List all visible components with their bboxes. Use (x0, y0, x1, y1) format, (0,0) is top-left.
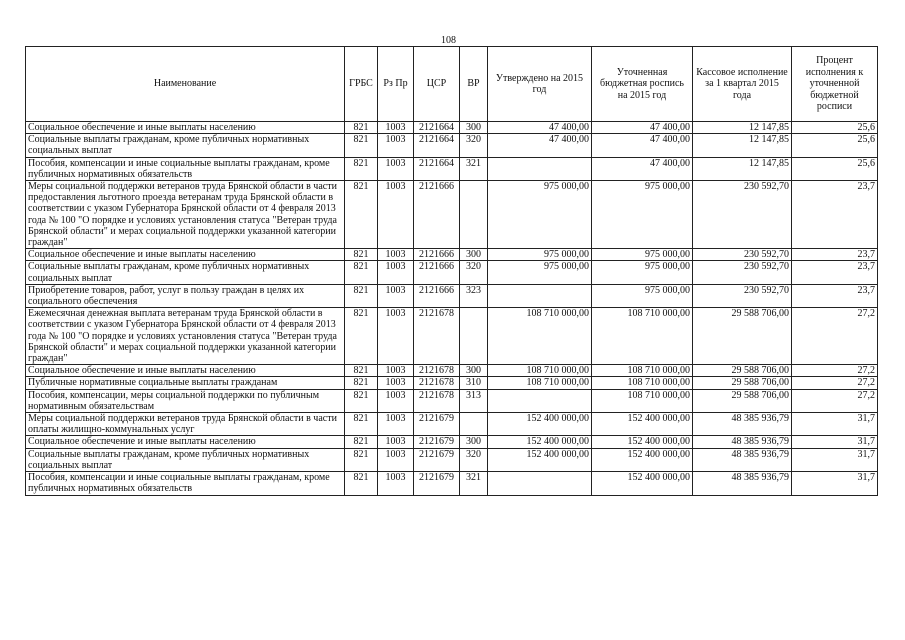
cell-grbs: 821 (345, 134, 378, 157)
cell-percent: 27,2 (792, 365, 878, 377)
cell-vr: 320 (460, 134, 488, 157)
cell-cash: 230 592,70 (693, 249, 792, 261)
page-number: 108 (441, 35, 456, 46)
cell-name: Социальное обеспечение и иные выплаты населению (26, 122, 345, 134)
cell-percent: 23,7 (792, 261, 878, 284)
cell-grbs: 821 (345, 308, 378, 365)
cell-rzpr: 1003 (378, 472, 414, 495)
table-row (26, 261, 878, 284)
cell-approved (488, 284, 592, 307)
cell-refined: 975 000,00 (592, 181, 693, 249)
cell-percent: 23,7 (792, 181, 878, 249)
cell-vr: 320 (460, 448, 488, 471)
cell-cash: 230 592,70 (693, 181, 792, 249)
cell-grbs: 821 (345, 472, 378, 495)
table-body (26, 122, 878, 496)
cell-csr: 2121664 (414, 134, 460, 157)
cell-name: Ежемесячная денежная выплата ветеранам труда Брянской области в соответствии с указом Губернатора Брянской области от 4 февраля 2013 года № 100 "О порядке и условиях установления статуса "Ветеран труда Брянской области" и мерах социальной поддержки указанной категории граждан" (26, 308, 345, 365)
cell-vr: 321 (460, 472, 488, 495)
cell-percent: 31,7 (792, 413, 878, 436)
cell-cash: 29 588 706,00 (693, 308, 792, 365)
cell-approved: 108 710 000,00 (488, 308, 592, 365)
cell-name: Меры социальной поддержки ветеранов труда Брянской области в части оплаты жилищно-коммунальных услуг (26, 413, 345, 436)
cell-approved (488, 472, 592, 495)
cell-grbs: 821 (345, 122, 378, 134)
cell-approved: 975 000,00 (488, 181, 592, 249)
cell-vr (460, 181, 488, 249)
cell-refined: 975 000,00 (592, 249, 693, 261)
cell-name: Социальное обеспечение и иные выплаты населению (26, 249, 345, 261)
cell-rzpr: 1003 (378, 122, 414, 134)
cell-grbs: 821 (345, 377, 378, 389)
header-vr: ВР (460, 47, 488, 122)
cell-grbs: 821 (345, 413, 378, 436)
cell-approved: 47 400,00 (488, 134, 592, 157)
cell-percent: 25,6 (792, 122, 878, 134)
cell-approved: 108 710 000,00 (488, 365, 592, 377)
cell-grbs: 821 (345, 389, 378, 412)
table-row (26, 157, 878, 180)
table-row (26, 308, 878, 365)
table-row (26, 377, 878, 389)
cell-csr: 2121678 (414, 389, 460, 412)
cell-refined: 47 400,00 (592, 122, 693, 134)
cell-refined: 975 000,00 (592, 284, 693, 307)
cell-refined: 975 000,00 (592, 261, 693, 284)
header-name: Наименование (26, 47, 345, 122)
cell-name: Социальные выплаты гражданам, кроме публичных нормативных социальных выплат (26, 448, 345, 471)
cell-csr: 2121666 (414, 181, 460, 249)
cell-refined: 47 400,00 (592, 134, 693, 157)
cell-percent: 31,7 (792, 436, 878, 448)
cell-name: Меры социальной поддержки ветеранов труда Брянской области в части предоставления льготного проезда ветеранам труда Брянской области в соответствии с указом Губернатора Брянской области от 4 февраля 2013 года № 100 "О порядке и условиях установления статуса "Ветеран труда Брянской области" и мерах социальной поддержки указанной категории граждан" (26, 181, 345, 249)
cell-vr (460, 413, 488, 436)
cell-cash: 12 147,85 (693, 134, 792, 157)
cell-approved: 975 000,00 (488, 261, 592, 284)
cell-rzpr: 1003 (378, 284, 414, 307)
cell-name: Пособия, компенсации и иные социальные выплаты гражданам, кроме публичных нормативных обязательств (26, 472, 345, 495)
cell-cash: 29 588 706,00 (693, 365, 792, 377)
cell-approved: 47 400,00 (488, 122, 592, 134)
cell-grbs: 821 (345, 448, 378, 471)
table-row (26, 389, 878, 412)
cell-refined: 108 710 000,00 (592, 308, 693, 365)
cell-cash: 48 385 936,79 (693, 448, 792, 471)
header-refined: Уточненная бюджетная роспись на 2015 год (592, 47, 693, 122)
header-grbs: ГРБС (345, 47, 378, 122)
table-header-row (26, 47, 878, 122)
cell-cash: 230 592,70 (693, 261, 792, 284)
cell-cash: 48 385 936,79 (693, 472, 792, 495)
cell-grbs: 821 (345, 365, 378, 377)
table-row (26, 365, 878, 377)
cell-rzpr: 1003 (378, 436, 414, 448)
cell-vr: 310 (460, 377, 488, 389)
cell-csr: 2121678 (414, 308, 460, 365)
cell-csr: 2121664 (414, 157, 460, 180)
table-row (26, 436, 878, 448)
cell-grbs: 821 (345, 181, 378, 249)
cell-vr: 313 (460, 389, 488, 412)
cell-cash: 12 147,85 (693, 157, 792, 180)
cell-percent: 25,6 (792, 134, 878, 157)
header-cash: Кассовое исполнение за 1 квартал 2015 года (693, 47, 792, 122)
cell-rzpr: 1003 (378, 389, 414, 412)
cell-percent: 27,2 (792, 377, 878, 389)
cell-grbs: 821 (345, 157, 378, 180)
cell-percent: 25,6 (792, 157, 878, 180)
cell-approved: 108 710 000,00 (488, 377, 592, 389)
cell-grbs: 821 (345, 284, 378, 307)
table-row (26, 413, 878, 436)
cell-name: Приобретение товаров, работ, услуг в пользу граждан в целях их социального обеспечения (26, 284, 345, 307)
cell-csr: 2121678 (414, 365, 460, 377)
cell-rzpr: 1003 (378, 413, 414, 436)
cell-percent: 27,2 (792, 308, 878, 365)
header-csr: ЦСР (414, 47, 460, 122)
cell-grbs: 821 (345, 436, 378, 448)
cell-csr: 2121679 (414, 472, 460, 495)
cell-rzpr: 1003 (378, 261, 414, 284)
cell-vr: 320 (460, 261, 488, 284)
table-row (26, 181, 878, 249)
cell-cash: 29 588 706,00 (693, 377, 792, 389)
cell-vr: 300 (460, 122, 488, 134)
cell-refined: 152 400 000,00 (592, 472, 693, 495)
header-approved: Утверждено на 2015 год (488, 47, 592, 122)
cell-csr: 2121666 (414, 261, 460, 284)
cell-name: Пособия, компенсации, меры социальной поддержки по публичным нормативным обязательствам (26, 389, 345, 412)
cell-csr: 2121664 (414, 122, 460, 134)
cell-refined: 47 400,00 (592, 157, 693, 180)
cell-grbs: 821 (345, 261, 378, 284)
cell-vr: 300 (460, 365, 488, 377)
cell-rzpr: 1003 (378, 448, 414, 471)
budget-table (25, 46, 878, 496)
cell-csr: 2121666 (414, 249, 460, 261)
cell-vr: 300 (460, 436, 488, 448)
cell-rzpr: 1003 (378, 157, 414, 180)
cell-approved: 975 000,00 (488, 249, 592, 261)
cell-rzpr: 1003 (378, 249, 414, 261)
cell-refined: 152 400 000,00 (592, 413, 693, 436)
cell-refined: 108 710 000,00 (592, 377, 693, 389)
cell-csr: 2121679 (414, 448, 460, 471)
cell-cash: 48 385 936,79 (693, 413, 792, 436)
cell-name: Социальное обеспечение и иные выплаты населению (26, 436, 345, 448)
cell-csr: 2121679 (414, 436, 460, 448)
cell-csr: 2121666 (414, 284, 460, 307)
cell-cash: 12 147,85 (693, 122, 792, 134)
cell-rzpr: 1003 (378, 308, 414, 365)
cell-name: Публичные нормативные социальные выплаты гражданам (26, 377, 345, 389)
table-row (26, 284, 878, 307)
cell-percent: 23,7 (792, 249, 878, 261)
cell-name: Социальные выплаты гражданам, кроме публичных нормативных социальных выплат (26, 134, 345, 157)
cell-percent: 27,2 (792, 389, 878, 412)
cell-vr (460, 308, 488, 365)
cell-approved (488, 389, 592, 412)
cell-percent: 23,7 (792, 284, 878, 307)
cell-refined: 152 400 000,00 (592, 448, 693, 471)
cell-csr: 2121679 (414, 413, 460, 436)
cell-rzpr: 1003 (378, 134, 414, 157)
table-row (26, 448, 878, 471)
cell-cash: 230 592,70 (693, 284, 792, 307)
cell-vr: 321 (460, 157, 488, 180)
cell-csr: 2121678 (414, 377, 460, 389)
cell-percent: 31,7 (792, 472, 878, 495)
header-percent: Процент исполнения к уточненной бюджетной росписи (792, 47, 878, 122)
cell-approved: 152 400 000,00 (488, 413, 592, 436)
cell-rzpr: 1003 (378, 365, 414, 377)
cell-refined: 108 710 000,00 (592, 389, 693, 412)
cell-grbs: 821 (345, 249, 378, 261)
table-row (26, 249, 878, 261)
cell-vr: 323 (460, 284, 488, 307)
cell-approved: 152 400 000,00 (488, 436, 592, 448)
cell-rzpr: 1003 (378, 181, 414, 249)
table-row (26, 472, 878, 495)
cell-name: Социальные выплаты гражданам, кроме публичных нормативных социальных выплат (26, 261, 345, 284)
cell-approved (488, 157, 592, 180)
cell-refined: 108 710 000,00 (592, 365, 693, 377)
cell-approved: 152 400 000,00 (488, 448, 592, 471)
cell-cash: 48 385 936,79 (693, 436, 792, 448)
table-row (26, 134, 878, 157)
cell-name: Пособия, компенсации и иные социальные выплаты гражданам, кроме публичных нормативных обязательств (26, 157, 345, 180)
cell-rzpr: 1003 (378, 377, 414, 389)
cell-percent: 31,7 (792, 448, 878, 471)
table-row (26, 122, 878, 134)
header-rzpr: Рз Пр (378, 47, 414, 122)
cell-name: Социальное обеспечение и иные выплаты населению (26, 365, 345, 377)
cell-cash: 29 588 706,00 (693, 389, 792, 412)
cell-refined: 152 400 000,00 (592, 436, 693, 448)
cell-vr: 300 (460, 249, 488, 261)
